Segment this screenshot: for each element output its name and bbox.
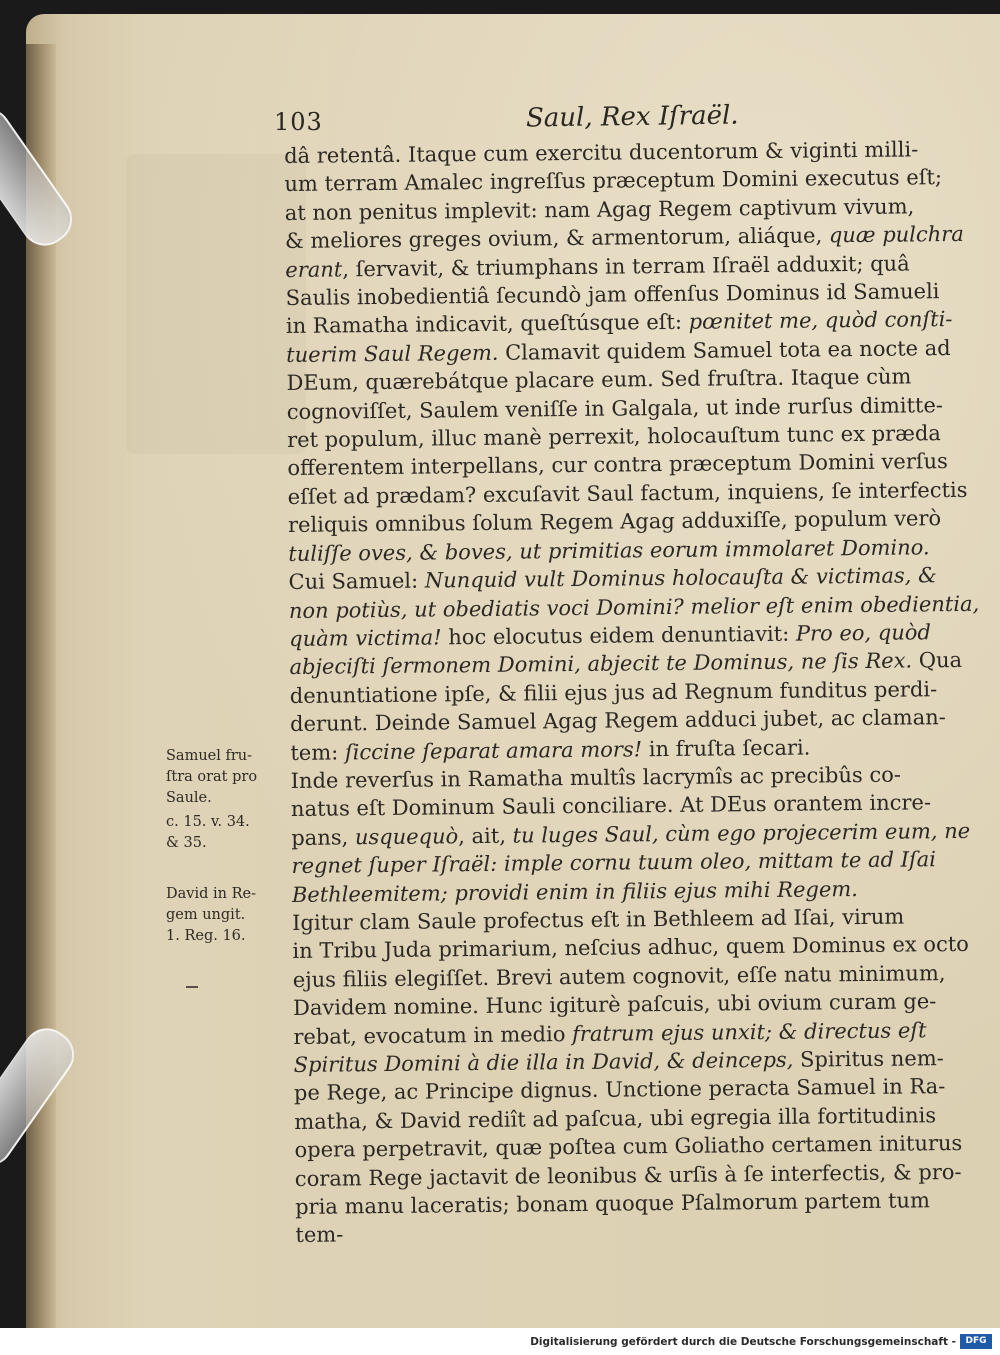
roman-text: natus eſt Dominum Sauli conciliare. At DEus orantem incre- (290, 790, 932, 822)
italic-text: fratrum ejus unxit; & directus eſt (571, 1017, 927, 1046)
roman-text: rebat, evocatum in medio (293, 1021, 573, 1049)
margin-note-line: & 35. (166, 835, 207, 851)
roman-text: eſſet ad prædam? excuſavit Saul factum, inquiens, ſe interfectis (287, 477, 968, 509)
margin-note-line: 1. Reg. 16. (166, 928, 246, 944)
italic-text: ſiccine ſeparat amara mors! (344, 736, 643, 764)
margin-dash (186, 986, 198, 988)
italic-text: Bethleemitem; providi enim in filiis ejus mihi Regem. (291, 876, 859, 907)
italic-text: Spiritus Domini à die illa in David, & deinceps, (293, 1047, 794, 1077)
roman-text: pe Rege, ac Principe dignus. Unctione peracta Samuel in Ra- (293, 1074, 946, 1106)
margin-note (166, 812, 281, 854)
roman-text: Qua (912, 648, 963, 673)
italic-text: Pro eo, quòd (795, 620, 931, 646)
roman-text: pans, (291, 825, 356, 850)
funding-credit: Digitalisierung gefördert durch die Deutsche Forschungsgemeinschaft - (530, 1336, 956, 1348)
roman-text: Saulis inobedientiâ ſecundò jam offenſus Dominus id Samueli (285, 279, 940, 311)
margin-note (166, 746, 281, 809)
roman-text: coram Rege jactavit de leonibus & urſis à ſe interfectis, & pro- (294, 1159, 962, 1191)
italic-text: quæ pulchra (828, 222, 964, 248)
roman-text: at non penitus implevit: nam Agag Regem captivum vivum, (284, 194, 915, 225)
margin-note-line: Saule. (166, 790, 212, 806)
roman-text: um terram Amalec ingreſſus præceptum Domini executus eſt; (284, 165, 943, 197)
roman-text: , ait, (458, 823, 513, 848)
italic-text: tuerim Saul Regem. (286, 340, 499, 367)
italic-text: Nunquid vult Dominus holocauſta & victimas, & (424, 563, 937, 593)
roman-text: hoc elocutus eidem denuntiavit: (441, 621, 797, 650)
roman-text: , ſervavit, & triumphans in terram Iſraël adduxit; quâ (342, 251, 910, 282)
roman-text: cognoviſſet, Saulem veniſſe in Galgala, ut inde rurſus dimitte- (286, 392, 944, 424)
italic-text: tuliſſe oves, & boves, ut primitias eorum immolaret Domino. (288, 534, 930, 566)
roman-text: in Ramatha indicavit, queſtúsque eſt: (285, 310, 689, 339)
roman-text: in fruſta ſecari. (641, 735, 811, 761)
roman-text: DEum, quærebátque placare eum. Sed fruſtra. Itaque cùm (286, 364, 912, 396)
footer-bar (0, 1328, 1000, 1355)
roman-text: Davidem nomine. Hunc igiturè paſcuis, ubi ovium curam ge- (292, 989, 937, 1021)
roman-text: matha, & David rediît ad paſcua, ubi egregia illa fortitudinis (294, 1103, 937, 1134)
roman-text: ret populum, illuc manè perrexit, holocauſtum tunc ex præda (286, 421, 941, 453)
roman-text: Clamavit quidem Samuel tota ea nocte ad (498, 335, 951, 365)
roman-text: opera perpetravit, quæ poſtea cum Goliatho certamen initurus (294, 1131, 963, 1163)
roman-text: tem: (290, 739, 346, 765)
roman-text: ejus filiis elegiſſet. Brevi autem cognovit, eſſe natu minimum, (292, 960, 946, 992)
roman-text: Cui Samuel: (288, 568, 425, 595)
roman-text: Spiritus nem- (793, 1046, 944, 1072)
running-title: Saul, Rex Iſraël. (525, 100, 739, 134)
roman-text: derunt. Deinde Samuel Agag Regem adduci jubet, ac claman- (289, 705, 946, 737)
italic-text: tu luges Saul, cùm ego projecerim eum, ne (512, 818, 971, 848)
margin-note-line: gem ungit. (166, 907, 246, 923)
italic-text: usquequò (354, 823, 459, 850)
page-number: 103 (274, 108, 323, 136)
italic-text: quàm victima! (289, 625, 442, 651)
margin-note-line: Samuel fru- (166, 748, 253, 764)
roman-text: pria manu laceratis; bonam quoque Pſalmorum partem tum (295, 1188, 931, 1219)
bleed-through-shadow (126, 154, 306, 454)
italic-text: non potiùs, ut obediatis voci Domini? melior eſt enim obedientia, (288, 591, 980, 623)
margin-note-line: David in Re- (166, 886, 256, 902)
roman-text: tem- (295, 1222, 344, 1248)
italic-text: regnet ſuper Iſraël: imple cornu tuum oleo, mittam te ad Iſai (291, 847, 937, 879)
roman-text: Igitur clam Saule profectus eſt in Bethleem ad Iſai, virum (292, 904, 905, 935)
roman-text: in Tribu Juda primarium, neſcius adhuc, quem Dominus ex octo (292, 932, 969, 964)
margin-note-line: ſtra orat pro (166, 769, 258, 785)
italic-text: abjeciſti ſermonem Domini, abjecit te Dominus, ne ſis Rex. (289, 648, 913, 680)
roman-text: & meliores greges ovium, & armentorum, aliáque, (284, 223, 830, 254)
italic-text: pœnitet me, quòd conſti- (688, 307, 953, 335)
margin-note-line: c. 15. v. 34. (166, 814, 250, 830)
roman-text: dâ retentâ. Itaque cum exercitu ducentorum & viginti milli- (284, 137, 919, 168)
roman-text: reliquis omnibus ſolum Regem Agag adduxiſſe, populum verò (287, 506, 942, 538)
roman-text: offerentem interpellans, cur contra præceptum Domini verſus (287, 449, 949, 481)
margin-note (166, 884, 281, 947)
dfg-logo: DFG (960, 1334, 992, 1349)
roman-text: denuntiatione ipſe, & filii ejus jus ad Regnum funditus perdi- (289, 676, 938, 708)
italic-text: erant (285, 257, 343, 282)
roman-text: Inde reverſus in Ramatha multîs lacrymîs ac precibûs co- (290, 762, 902, 793)
body-text (284, 135, 996, 1250)
